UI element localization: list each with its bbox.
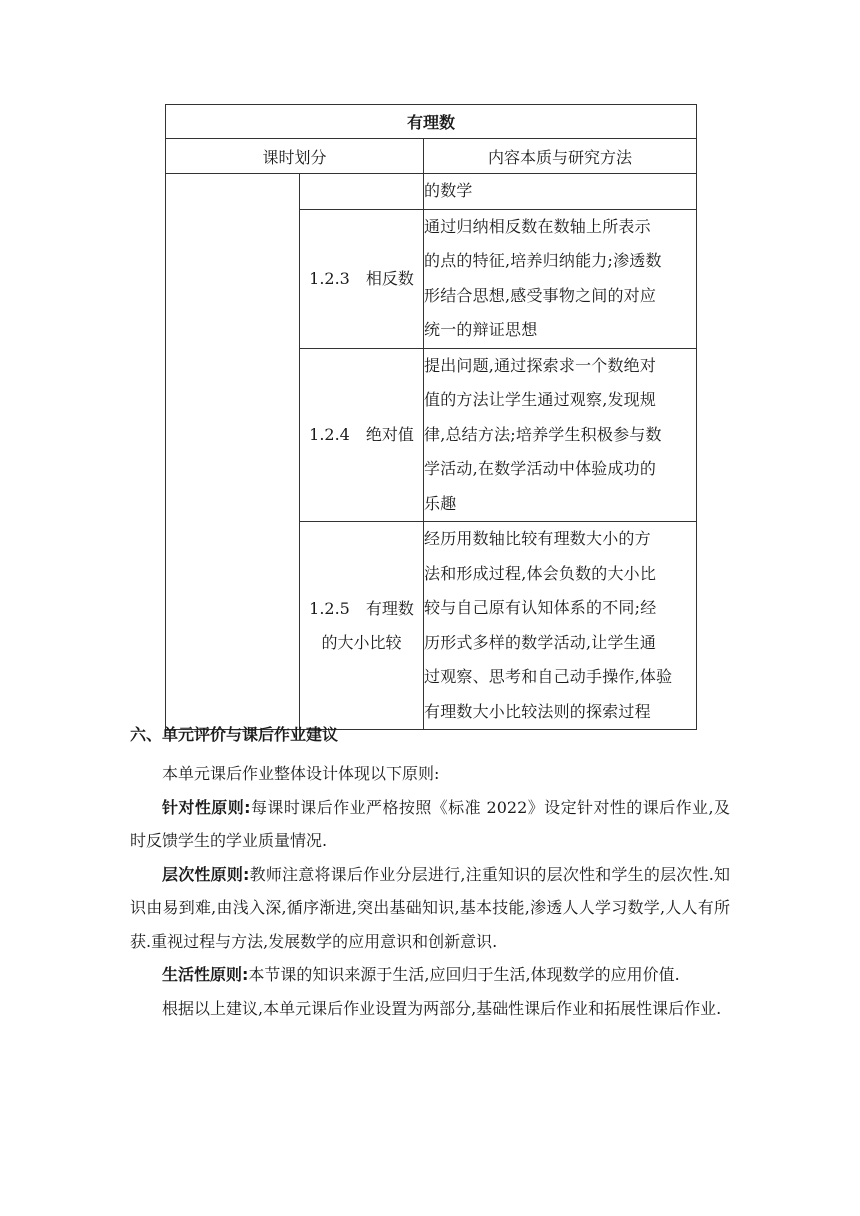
principle-label: 层次性原则: <box>162 864 250 884</box>
lesson-description <box>424 209 697 348</box>
lesson-description <box>424 522 697 730</box>
description-line: 律,总结方法;培养学生积极参与数 <box>424 424 662 444</box>
description-line: 乐趣 <box>424 493 457 513</box>
table-title: 有理数 <box>166 105 697 139</box>
description-line: 的点的特征,培养归纳能力;渗透数 <box>424 251 662 270</box>
header-content-method: 内容本质与研究方法 <box>424 139 697 174</box>
section-body <box>130 757 730 1025</box>
description-line: 统一的辩证思想 <box>424 320 538 339</box>
empty-lesson-cell <box>300 174 424 210</box>
lesson-table <box>165 104 697 730</box>
principle-text: 教师注意将课后作业分层进行,注重知识的层次性和学生的层次性.知识由易到难,由浅入深,循序渐进,突出基础知识,基本技能,渗透人人学习数学,人人有所获.重视过程与方法,发展数学的应用意识和创新意识. <box>130 864 730 951</box>
lesson-name <box>300 522 424 730</box>
description-line: 较与自己原有认知体系的不同;经 <box>424 598 657 617</box>
principle-text: 每课时课后作业严格按照《标准 2022》设定针对性的课后作业,及时反馈学生的学业质量情况. <box>130 797 730 850</box>
principle-paragraph <box>130 791 730 858</box>
conclusion-paragraph: 根据以上建议,本单元课后作业设置为两部分,基础性课后作业和拓展性课后作业. <box>162 998 722 1018</box>
table-title-row <box>166 105 697 139</box>
description-line: 法和形成过程,体会负数的大小比 <box>424 563 657 583</box>
intro-paragraph: 本单元课后作业整体设计体现以下原则: <box>162 764 440 783</box>
description-line: 过观察、思考和自己动手操作,体验 <box>424 667 673 686</box>
principle-label: 生活性原则: <box>162 965 249 984</box>
description-line: 提出问题,通过探索求一个数绝对 <box>424 355 657 375</box>
description-line: 历形式多样的数学活动,让学生通 <box>424 632 657 652</box>
table-header-row <box>166 139 697 174</box>
description-line: 通过归纳相反数在数轴上所表示 <box>424 216 651 236</box>
lesson-name-line: 1.2.3 相反数 <box>309 268 414 288</box>
header-lesson-division: 课时划分 <box>166 139 424 174</box>
description-line: 学活动,在数学活动中体验成功的 <box>424 459 657 478</box>
carryover-description: 的数学 <box>424 174 697 210</box>
principle-paragraph <box>130 958 730 992</box>
section-heading: 六、单元评价与课后作业建议 <box>130 725 339 744</box>
lesson-name-line: 1.2.5 有理数 <box>309 598 414 618</box>
lesson-description <box>424 348 697 522</box>
principle-text: 本节课的知识来源于生活,应回归于生活,体现数学的应用价值. <box>248 965 680 984</box>
lesson-name <box>300 209 424 348</box>
principle-paragraph <box>130 858 730 959</box>
table-row <box>166 174 697 210</box>
lesson-name-line: 的大小比较 <box>321 632 402 652</box>
description-line: 有理数大小比较法则的探索过程 <box>424 701 651 721</box>
description-line: 形结合思想,感受事物之间的对应 <box>424 285 657 305</box>
description-line: 经历用数轴比较有理数大小的方 <box>424 529 651 548</box>
lesson-name <box>300 348 424 522</box>
description-line: 值的方法让学生通过观察,发现规 <box>424 390 657 409</box>
lesson-name-line: 1.2.4 绝对值 <box>309 424 414 444</box>
merged-unit-cell <box>166 174 300 730</box>
principle-label: 针对性原则: <box>162 797 251 817</box>
